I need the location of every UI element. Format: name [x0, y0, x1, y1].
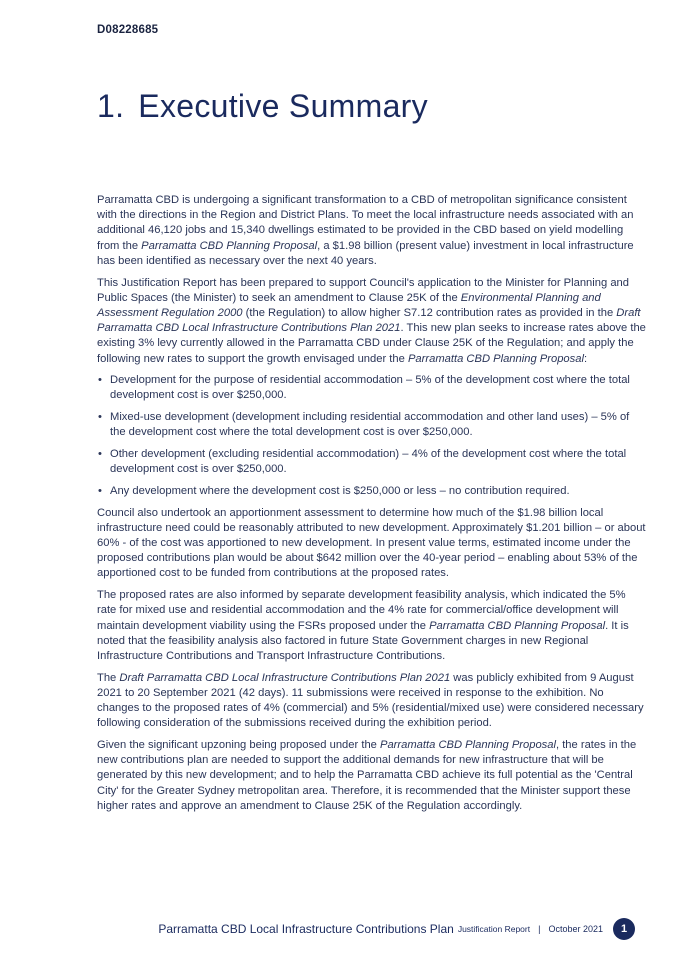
section-number: 1.	[97, 88, 125, 124]
paragraph-3: Council also undertook an apportionment assessment to determine how much of the $1.98 billion local infrastructure need could be reasonably attributed to new development. Approximately $1.201 billion – or about 60% - of the cost was apportioned to new development. In present value terms, estimated income under the proposed contributions plan would be about $642 million over the 40-year period – enabling about 53% of the apportioned cost to be funded from contributions at the proposed rates.	[97, 506, 646, 580]
paragraph-4: The proposed rates are also informed by separate development feasibility analysis, which indicated the 5% rate for mixed use and residential accommodation and the 4% rate for commercial/office development will maintain development viability using the FSRs proposed under the Parramatta CBD Planning Proposal. It is noted that the feasibility analysis also factored in future State Government charges in new Regional Infrastructure Contributions and Transport Infrastructure Contributions.	[97, 589, 629, 662]
list-item: • Other development (excluding residential accommodation) – 4% of the development cost where the total development cost is over $250,000.	[97, 447, 647, 477]
list-item: • Mixed-use development (development including residential accommodation and other land uses) – 5% of the development cost where the total development cost is over $250,000.	[97, 410, 647, 440]
paragraph-1: Parramatta CBD is undergoing a significant transformation to a CBD of metropolitan significance consistent with the directions in the Region and District Plans. To meet the local infrastructure needs associated with an additional 46,120 jobs and 15,340 dwellings estimated to be provided in the CBD based on yield modelling from the Parramatta CBD Planning Proposal, a $1.98 billion (present value) investment in local infrastructure has been identified as necessary over the next 40 years.	[97, 194, 634, 267]
list-item: • Any development where the development cost is $250,000 or less – no contribution required.	[97, 484, 647, 499]
footer-separator: |	[538, 924, 541, 934]
rates-list	[97, 373, 647, 499]
section-title: Executive Summary	[138, 88, 428, 124]
footer-date: October 2021	[548, 924, 603, 934]
paragraph-6: Given the significant upzoning being proposed under the Parramatta CBD Planning Proposal, the rates in the new contributions plan are needed to support the additional demands for new infrastructure that will be generated by this new development; and to help the Parramatta CBD achieve its full potential as the 'Central City' for the Greater Sydney metropolitan area. Therefore, it is recommended that the Minister support these higher rates and approve an amendment to Clause 25K of the Regulation accordingly.	[97, 739, 637, 812]
footer-subtitle: Justification Report	[457, 924, 531, 934]
list-item: • Development for the purpose of residential accommodation – 5% of the development cost where the total development cost is over $250,000.	[97, 373, 647, 403]
footer-title: Parramatta CBD Local Infrastructure Contributions Plan	[158, 922, 454, 936]
page-footer	[158, 916, 635, 942]
body-text	[97, 193, 647, 821]
paragraph-2: This Justification Report has been prepared to support Council's application to the Minister for Planning and Public Spaces (the Minister) to seek an amendment to Clause 25K of the Environmental Planning and Assessment Regulation 2000 (the Regulation) to allow higher S7.12 contribution rates as provided in the Draft Parramatta CBD Local Infrastructure Contributions Plan 2021. This new plan seeks to increase rates above the existing 3% levy currently allowed in the Parramatta CBD under Clause 25K of the Regulation; and apply the following new rates to support the growth envisaged under the Parramatta CBD Planning Proposal:	[97, 276, 646, 365]
section-heading	[97, 88, 428, 125]
page-number-badge: 1	[613, 918, 635, 940]
paragraph-5: The Draft Parramatta CBD Local Infrastructure Contributions Plan 2021 was publicly exhibited from 9 August 2021 to 20 September 2021 (42 days). 11 submissions were received in response to the exhibition. No changes to the proposed rates of 4% (commercial) and 5% (residential/mixed use) were considered necessary following consideration of the submissions received during the exhibition period.	[97, 671, 644, 730]
document-id: D08228685	[97, 24, 159, 36]
